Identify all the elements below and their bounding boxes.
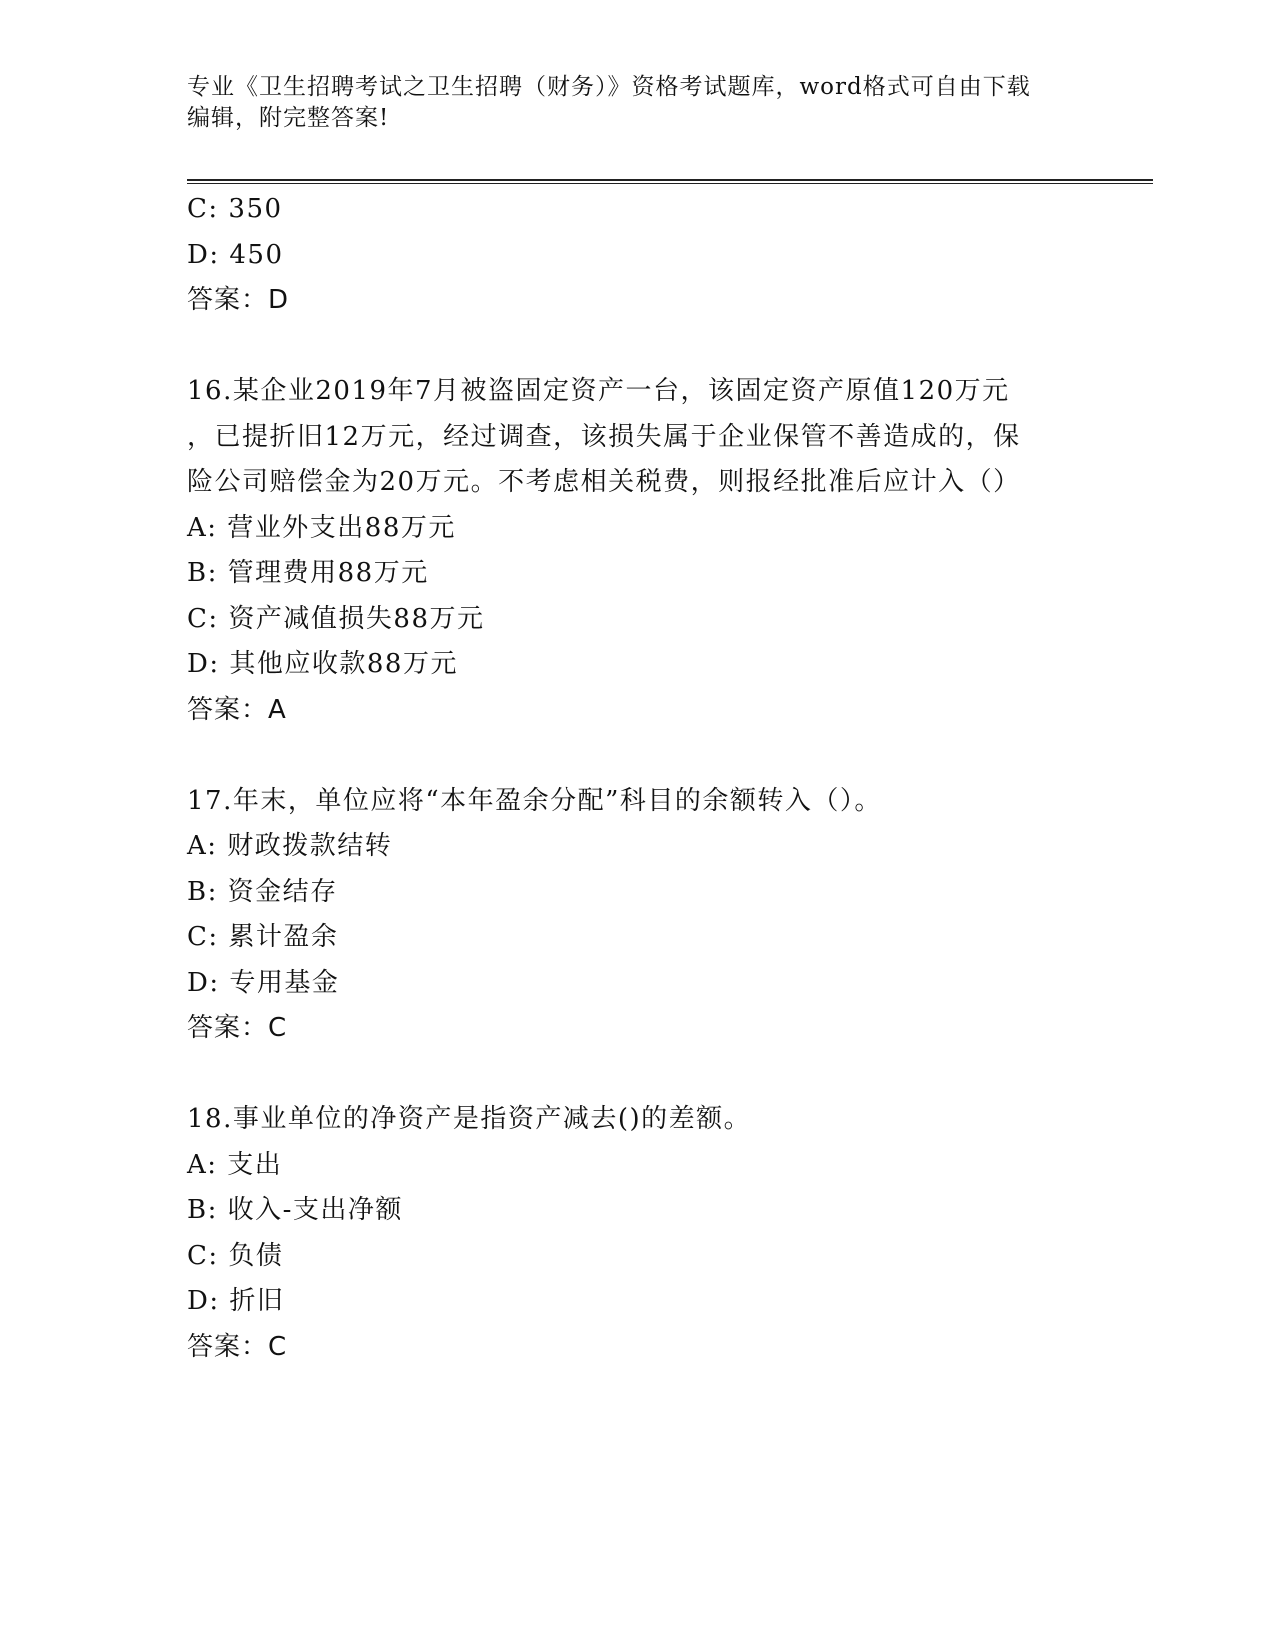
question-16: [187, 369, 1087, 733]
document-body: [187, 187, 1087, 1370]
option-b: B: 管理费用88万元: [187, 558, 429, 588]
previous-question-tail: [187, 187, 1087, 324]
question-stem-line: 18.事业单位的净资产是指资产减去()的差额。: [187, 1104, 752, 1134]
header-rule-thick: [187, 179, 1153, 181]
header-line-1: 专业《卫生招聘考试之卫生招聘（财务）》资格考试题库，word格式可自由下载: [187, 74, 1031, 100]
document-header: [187, 72, 1087, 134]
header-rule-thin: [187, 183, 1153, 184]
question-18: [187, 1097, 1087, 1370]
option-c: C: 负债: [187, 1240, 284, 1271]
option-d: D: 专用基金: [187, 967, 340, 998]
option-c: C: 累计盈余: [187, 922, 339, 952]
option-a: A: 营业外支出88万元: [187, 512, 456, 543]
option-b: B: 收入-支出净额: [187, 1195, 403, 1225]
answer-line: 答案：C: [187, 1013, 288, 1043]
question-17: [187, 779, 1087, 1052]
option-b: B: 资金结存: [187, 876, 338, 907]
question-stem-line: 险公司赔偿金为20万元。不考虑相关税费，则报经批准后应计入（）: [187, 467, 1021, 497]
answer-line: 答案：A: [187, 694, 287, 725]
option-c: C: 资产减值损失88万元: [187, 603, 485, 634]
option-d: D: 其他应收款88万元: [187, 649, 458, 679]
question-stem-line: 17.年末，单位应将“本年盈余分配”科目的余额转入（）。: [187, 785, 882, 816]
option-d: D: 折旧: [187, 1286, 285, 1316]
option-a: A: 支出: [187, 1149, 283, 1180]
spacer: [187, 1052, 1087, 1098]
answer-line: 答案：C: [187, 1331, 288, 1362]
question-stem-line: ，已提折旧12万元，经过调查，该损失属于企业保管不善造成的，保: [187, 421, 1021, 452]
answer-line: 答案：D: [187, 285, 290, 315]
spacer: [187, 733, 1087, 779]
option-a: A: 财政拨款结转: [187, 831, 393, 861]
header-line-2: 编辑，附完整答案!: [187, 105, 390, 131]
question-stem-line: 16.某企业2019年7月被盗固定资产一台，该固定资产原值120万元: [187, 376, 1010, 406]
option-d: D: 450: [187, 239, 284, 270]
spacer: [187, 324, 1087, 370]
option-c: C: 350: [187, 194, 283, 224]
